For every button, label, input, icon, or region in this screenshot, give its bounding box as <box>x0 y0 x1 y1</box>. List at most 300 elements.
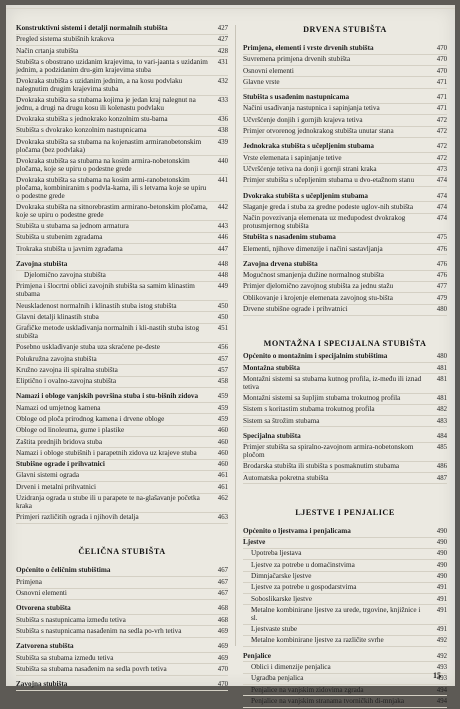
toc-entry <box>243 475 447 483</box>
entry-title: Penjalice <box>243 651 271 660</box>
toc-entry <box>16 439 228 447</box>
toc-entry <box>243 406 447 414</box>
entry-rule <box>243 243 447 244</box>
entry-title: Trokraka stubišta u javnim zgradama <box>16 244 123 253</box>
entry-title: Ugradba penjalica <box>251 674 304 683</box>
entry-rule <box>243 254 447 255</box>
entry-title: Stubišta u stubenim zgradama <box>16 233 103 242</box>
toc-section-entry <box>16 567 228 575</box>
toc-entry <box>16 344 228 352</box>
entry-page: 493 <box>436 663 447 671</box>
section-heading: ČELIČNA STUBIŠTA <box>78 547 166 557</box>
entry-title: Dvokraka stubišta s jednokrako konzolnim stu-bama <box>16 115 168 124</box>
entry-rule <box>243 537 447 538</box>
entry-title: Zatvorena stubišta <box>16 642 74 651</box>
toc-entry <box>243 596 447 604</box>
toc-entry <box>16 283 228 299</box>
entry-page: 432 <box>217 77 228 85</box>
entry-title: Primjena, elementi i vrste drvenih stubišta <box>243 44 374 52</box>
column-divider <box>235 25 236 646</box>
entry-title: Vrste elemenata i sapinjanje tetive <box>243 153 342 162</box>
toc-entry <box>16 356 228 364</box>
toc-section-entry <box>243 528 447 536</box>
entry-page: 476 <box>436 245 447 253</box>
top-rule <box>6 8 455 9</box>
entry-page: 442 <box>217 203 228 211</box>
entry-title: Primjena <box>16 577 42 586</box>
entry-rule <box>243 315 447 316</box>
spacer <box>243 486 447 508</box>
entry-title: Primjeri različitih ograda i njihovih detalja <box>16 513 139 522</box>
entry-page: 477 <box>436 283 447 291</box>
entry-page: 470 <box>436 45 447 52</box>
entry-page: 490 <box>436 573 447 581</box>
entry-page: 458 <box>217 378 228 386</box>
entry-page: 469 <box>217 627 228 635</box>
entry-title: Automatska pokretna stubišta <box>243 473 329 482</box>
entry-page: 459 <box>217 404 228 412</box>
entry-title: Stubišta s dvokrako konzolnim nastupnicama <box>16 126 147 135</box>
toc-section-entry <box>243 45 447 53</box>
entry-page: 460 <box>217 438 228 446</box>
entry-page: 480 <box>436 353 447 361</box>
toc-entry <box>243 607 447 623</box>
entry-page: 491 <box>436 606 447 614</box>
toc-entry <box>16 450 228 458</box>
entry-page: 459 <box>217 415 228 423</box>
entry-page: 468 <box>217 605 228 613</box>
entry-title: Zavojna drvena stubišta <box>243 259 318 268</box>
entry-title: Stubišta s obostrano uzidanim krajevima, to vari-jaanta s uzidanim jednim, a podzidanim dru-gim krajevima stuba <box>16 57 208 74</box>
toc-entry <box>243 295 447 303</box>
toc-entry <box>243 675 447 683</box>
toc-entry <box>243 573 447 581</box>
entry-title: Eliptično i ovalno-zavojna stubišta <box>16 377 117 386</box>
entry-title: Dvokraka stubišta sa stubama na kosim armira-nobetonskim pločama, koje se upiru o podestne grede <box>16 156 190 173</box>
toc-entry <box>16 223 228 231</box>
entry-page: 450 <box>217 302 228 310</box>
entry-rule <box>243 426 447 427</box>
entry-page: 439 <box>217 138 228 146</box>
toc-section-entry <box>243 143 447 151</box>
entry-page: 491 <box>436 595 447 603</box>
entry-title: Metalne kombinirane ljestve za različite svrhe <box>251 636 384 645</box>
entry-title: Ljestvaste stube <box>251 625 298 634</box>
entry-page: 474 <box>436 192 447 200</box>
entry-page: 494 <box>436 686 447 694</box>
entry-page: 431 <box>217 58 228 66</box>
toc-entry <box>16 303 228 311</box>
entry-title: Montažna stubišta <box>243 363 300 372</box>
entry-title: Namazi od umjetnog kamena <box>16 403 101 412</box>
entry-page: 457 <box>217 366 228 374</box>
toc-entry <box>243 68 447 76</box>
entry-title: Metalne kombinirane ljestve za urede, trgovine, knjižnice i sl. <box>251 605 421 622</box>
toc-section-entry <box>16 393 228 401</box>
toc-entry <box>243 584 447 592</box>
entry-rule <box>16 45 228 46</box>
entry-page: 441 <box>217 176 228 184</box>
toc-entry <box>16 246 228 254</box>
entry-title: Posebno usklađivanje stuba uza skraćene pe-deste <box>16 343 160 352</box>
entry-page: 487 <box>436 474 447 482</box>
entry-rule <box>243 646 447 647</box>
toc-entry <box>243 626 447 634</box>
entry-title: Penjalice na vanjskim stranama tvorničkih di-mnjaka <box>251 696 405 705</box>
toc-entry <box>243 306 447 314</box>
toc-entry <box>243 698 447 706</box>
entry-title: Oblikovanje i krojenje elemenata zavojnog stu-bišta <box>243 293 393 302</box>
entry-page: 492 <box>436 652 447 660</box>
entry-title: Namazi i obloge stubišnih i parapetnih zidova uz krajeve stuba <box>16 448 197 457</box>
entry-title: Dvokraka stubišta s uzidanim jednim, a na kosu podvlaku nalegnutim drugim krajevima stuba <box>16 76 183 93</box>
entry-page: 449 <box>217 283 228 291</box>
toc-entry <box>16 617 228 625</box>
entry-title: Neuskladenost normalnih i klinastih stuba istog stubišta <box>16 301 177 310</box>
toc-entry <box>16 116 228 124</box>
entry-title: Zavojna stubišta <box>16 259 68 268</box>
entry-rule <box>243 483 447 484</box>
entry-page: 462 <box>217 495 228 503</box>
entry-title: Osnovni elementi <box>16 589 67 598</box>
entry-title: Specijalna stubišta <box>243 431 301 440</box>
toc-entry <box>16 628 228 636</box>
toc-entry <box>16 48 228 56</box>
entry-title: Obloge od linoleuma, gume i plastike <box>16 426 125 435</box>
entry-page: 427 <box>217 25 228 32</box>
toc-entry <box>16 234 228 242</box>
entry-page: 481 <box>436 375 447 383</box>
toc-entry <box>243 155 447 163</box>
entry-title: Način crtanja stubišta <box>16 46 79 55</box>
entry-title: Namazi i obloge vanjskih površina stuba i stu-bišnih zidova <box>16 392 199 401</box>
toc-entry <box>16 97 228 113</box>
entry-title: Pregled sistema stubišnih krakova <box>16 35 115 44</box>
entry-page: 480 <box>436 306 447 314</box>
entry-title: Ljestve za potrebe u gospodarstvima <box>251 583 357 592</box>
entry-title: Penjalice na vanjskim zidovima zgrada <box>251 685 364 694</box>
left-column <box>16 25 228 692</box>
toc-entry <box>16 367 228 375</box>
entry-rule <box>16 675 228 676</box>
toc-section-entry <box>243 94 447 102</box>
toc-section-entry <box>243 261 447 269</box>
entry-title: Obloge od ploča prirodnog kamena i drvene obloge <box>16 414 165 423</box>
section-heading: LJESTVE I PENJALICE <box>295 507 395 517</box>
entry-page: 484 <box>436 432 447 440</box>
entry-page: 473 <box>436 165 447 173</box>
toc-entry <box>243 105 447 113</box>
entry-title: Djelomično zavojna stubišta <box>24 271 106 280</box>
entry-page: 491 <box>436 626 447 634</box>
toc-section-entry <box>16 681 228 689</box>
entry-rule <box>243 684 447 685</box>
entry-title: Stubišta s nastupnicama nasađenim na sedla po-vrh tetiva <box>16 626 182 635</box>
entry-title: Stubišta s nastupnicama između tetiva <box>16 615 126 624</box>
entry-title: Načini usađivanja nastupnica i sapinjanja tetiva <box>243 104 380 113</box>
toc-entry <box>16 484 228 492</box>
toc-entry <box>16 655 228 663</box>
entry-rule <box>16 599 228 600</box>
entry-title: Glavne vrste <box>243 77 280 86</box>
entry-page: 467 <box>217 567 228 575</box>
entry-page: 485 <box>436 444 447 452</box>
entry-page: 448 <box>217 272 228 280</box>
section-heading: MONTAŽNA I SPECIJALNA STUBIŠTA <box>263 339 427 349</box>
entry-rule <box>16 523 228 524</box>
toc-section-entry <box>243 193 447 201</box>
entry-page: 471 <box>436 78 447 86</box>
toc-entry <box>243 272 447 280</box>
right-column <box>243 25 447 709</box>
entry-page: 476 <box>436 272 447 280</box>
entry-page: 491 <box>436 584 447 592</box>
toc-section-entry <box>243 539 447 547</box>
toc-section-entry <box>243 433 447 441</box>
entry-title: Slaganje greda i stuba za gredne podeste uglov-nih stubišta <box>243 202 414 211</box>
entry-title: Dvokraka stubišta na sitnorebrastim armirano-betonskim pločama, koje se upiru o podestne grede <box>16 202 208 219</box>
toc-entry <box>243 246 447 254</box>
book-page <box>6 5 455 705</box>
toc-entry <box>243 637 447 645</box>
entry-page: 470 <box>217 665 228 673</box>
toc-entry <box>16 314 228 322</box>
entry-page: 447 <box>217 245 228 253</box>
entry-page: 433 <box>217 97 228 105</box>
entry-title: Učvršćenje donjih i gornjih krajeva tetiva <box>243 115 363 124</box>
entry-rule <box>16 576 228 577</box>
toc-section-entry <box>243 234 447 242</box>
entry-page: 494 <box>436 697 447 705</box>
entry-rule <box>243 88 447 89</box>
toc-entry <box>243 177 447 185</box>
entry-title: Polukružna zavojna stubišta <box>16 354 97 363</box>
entry-rule <box>16 300 228 301</box>
entry-page: 460 <box>217 449 228 457</box>
entry-title: Glavni sistemi ograda <box>16 471 80 480</box>
entry-title: Drveni i metalni prihvatnici <box>16 482 97 491</box>
entry-rule <box>243 186 447 187</box>
toc-entry <box>243 687 447 695</box>
entry-title: Dimnjačarske ljestve <box>251 572 312 581</box>
entry-page: 472 <box>436 154 447 162</box>
entry-title: Stubišta sa stubama nasađenim na sedla povrh tetiva <box>16 664 167 673</box>
toc-entry <box>16 495 228 511</box>
entry-rule <box>16 614 228 615</box>
entry-title: Dvokraka stubišta s učepljenim stubama <box>243 191 368 200</box>
entry-title: Stubišta s usađenim nastupnicama <box>243 93 350 102</box>
entry-page: 479 <box>436 294 447 302</box>
entry-title: Mogućnost smanjenja dužine normalnog stubišta <box>243 271 384 280</box>
entry-title: Dvokraka stubišta sa stubama na kosim armi-ranobetonskim pločama, kombiniranim s podvla-kama, ili s letvama koje se upiru o podestne grede <box>16 175 207 200</box>
entry-page: 446 <box>217 234 228 242</box>
toc-entry <box>16 127 228 135</box>
entry-title: Općenito o ljestvama i penjalicama <box>243 526 351 535</box>
entry-page: 460 <box>217 461 228 469</box>
entry-page: 474 <box>436 203 447 211</box>
toc-section-entry <box>243 653 447 661</box>
toc-entry <box>16 427 228 435</box>
entry-page: 461 <box>217 483 228 491</box>
entry-rule <box>16 652 228 653</box>
entry-page: 490 <box>436 539 447 547</box>
entry-rule <box>243 137 447 138</box>
entry-rule <box>16 637 228 638</box>
entry-page: 490 <box>436 550 447 558</box>
entry-page: 438 <box>217 127 228 135</box>
entry-title: Ljestve za potrebe u domaćinstvima <box>251 560 355 569</box>
entry-page: 457 <box>217 355 228 363</box>
entry-rule <box>16 436 228 437</box>
toc-section-entry <box>16 261 228 269</box>
toc-entry <box>243 376 447 392</box>
entry-page: 468 <box>217 616 228 624</box>
entry-rule <box>16 254 228 255</box>
entry-title: Zavojna stubišta <box>16 680 68 689</box>
entry-page: 469 <box>217 654 228 662</box>
toc-entry <box>243 664 447 672</box>
entry-page: 492 <box>436 637 447 645</box>
entry-title: Montažni sistemi sa stubama kutnog profila, iz-među ili iznad tetiva <box>243 374 422 391</box>
toc-entry <box>16 36 228 44</box>
entry-title: Općenito o montažnim i specijalnim stubištima <box>243 352 388 361</box>
entry-title: Suvremena primjena drvenih stubišta <box>243 55 351 64</box>
toc-entry <box>16 158 228 174</box>
entry-title: Elementi, njihove dimenzije i načini sastavljanja <box>243 244 383 253</box>
entry-page: 469 <box>217 643 228 651</box>
entry-page: 459 <box>217 393 228 401</box>
entry-page: 467 <box>217 590 228 598</box>
entry-page: 427 <box>217 36 228 44</box>
toc-entry <box>16 139 228 155</box>
entry-page: 463 <box>217 514 228 522</box>
entry-title: Sistem sa štrožim stubama <box>243 416 320 425</box>
entry-page: 481 <box>436 395 447 403</box>
toc-entry <box>16 472 228 480</box>
entry-rule <box>243 707 447 708</box>
entry-rule <box>16 387 228 388</box>
toc-entry <box>16 666 228 674</box>
entry-page: 481 <box>436 364 447 372</box>
entry-title: Brodarska stubišta ili stubišta s posmaknutim stubama <box>243 462 400 471</box>
entry-title: Grafičke metode usklađivanja normalnih i kli-nastih stuba istog stubišta <box>16 324 200 340</box>
entry-rule <box>16 353 228 354</box>
entry-page: 482 <box>436 406 447 414</box>
toc-entry <box>16 579 228 587</box>
entry-title: Primjer stubišta sa spiralno-zavojnom armira-nobetonskom pločom <box>243 443 414 459</box>
toc-entry <box>243 79 447 87</box>
entry-title: Stubišta sa stubama između tetiva <box>16 653 114 662</box>
toc-entry <box>243 444 447 460</box>
entry-title: Oblici i dimenzije penjalica <box>251 662 331 671</box>
section-heading: DRVENA STUBIŠTA <box>303 25 387 34</box>
toc-entry <box>243 117 447 125</box>
entry-page: 440 <box>217 157 228 165</box>
entry-title: Primjena i šlocrtni oblici zavojnih stubišta sa samim klinastim stubama <box>16 282 195 299</box>
entry-page: 448 <box>217 260 228 268</box>
spacer <box>16 525 228 547</box>
entry-title: Primjer stubišta s učepljenim stubama u dvo-etažnom stanu <box>243 176 415 185</box>
toc-entry <box>16 590 228 598</box>
entry-rule <box>243 472 447 473</box>
entry-page: 471 <box>436 105 447 113</box>
entry-title: Način povezivanja elemenata uz međupodest dvokrakog protusmjernog stubišta <box>243 214 406 230</box>
entry-page: 472 <box>436 143 447 151</box>
toc-section-entry <box>16 605 228 613</box>
toc-section-entry <box>243 365 447 373</box>
entry-title: Općenito o čeličnim stubištima <box>16 566 111 575</box>
toc-entry <box>243 550 447 558</box>
toc-section-entry <box>16 461 228 469</box>
entry-page: 493 <box>436 675 447 683</box>
entry-title: Stubišta s nasađenim stubama <box>243 233 336 242</box>
entry-page: 486 <box>436 463 447 471</box>
toc-entry <box>16 416 228 424</box>
toc-section-entry <box>243 353 447 361</box>
toc-entry <box>243 562 447 570</box>
entry-title: Jednokraka stubišta s učepljenim stubama <box>243 142 374 151</box>
page-number: 15 <box>433 671 441 680</box>
toc-entry <box>16 325 228 341</box>
entry-page: 451 <box>217 325 228 333</box>
toc-entry <box>16 378 228 386</box>
entry-title: Montažni sistemi sa šupljim stubama trokutnog profila <box>243 394 401 403</box>
entry-page: 490 <box>436 527 447 535</box>
toc-entry <box>16 78 228 94</box>
toc-entry <box>243 395 447 403</box>
entry-page: 472 <box>436 116 447 124</box>
entry-title: Stubišta u stubama sa jednom armatura <box>16 221 129 230</box>
entry-page: 476 <box>436 260 447 268</box>
entry-title: Učvršćenje tetiva na donji i gornji strani kraka <box>243 164 377 173</box>
toc-entry <box>243 215 447 231</box>
entry-rule <box>16 690 228 691</box>
entry-title: Dvokraka stubišta sa stubama kojima je jedan kraj nalegnut na jednu, a drugi na drugu kosu ili kolenastu podvlaku <box>16 96 196 112</box>
entry-title: Glavni detalji klinastih stuba <box>16 312 99 321</box>
entry-title: Primjer djelomično zavojnog stubišta za jednu stažu <box>243 282 394 291</box>
entry-rule <box>243 362 447 363</box>
toc-section-entry <box>16 25 228 33</box>
entry-page: 461 <box>217 472 228 480</box>
toc-entry <box>16 405 228 413</box>
entry-title: Drvene stubišne ograde i prihvatnici <box>243 305 348 314</box>
entry-title: Sistem s koritastim stubama trokutnog profila <box>243 405 375 414</box>
entry-page: 470 <box>436 67 447 75</box>
entry-page: 490 <box>436 561 447 569</box>
entry-title: Ljestve <box>243 538 266 547</box>
entry-page: 450 <box>217 313 228 321</box>
toc-entry <box>243 56 447 64</box>
entry-page: 456 <box>217 344 228 352</box>
entry-page: 471 <box>436 94 447 102</box>
spacer <box>243 317 447 339</box>
toc-entry <box>243 283 447 291</box>
entry-rule <box>16 243 228 244</box>
toc-entry <box>16 272 228 280</box>
entry-title: Stubišne ograde i prihvatnici <box>16 460 105 469</box>
toc-entry <box>16 514 228 522</box>
entry-title: Dvokraka stubišta sa stubama na kojenastim armiranobetonskim pločama (bez podvlaka) <box>16 137 202 154</box>
entry-title: Konstruktivni sistemi i detalji normalnih stubišta <box>16 24 168 32</box>
entry-title: Otvorena stubišta <box>16 604 71 613</box>
toc-entry <box>243 463 447 471</box>
entry-page: 475 <box>436 234 447 242</box>
entry-title: Zaštita prednjih bridova stuba <box>16 437 103 446</box>
entry-page: 443 <box>217 222 228 230</box>
entry-rule <box>243 415 447 416</box>
toc-entry <box>243 418 447 426</box>
toc-section-entry <box>16 643 228 651</box>
